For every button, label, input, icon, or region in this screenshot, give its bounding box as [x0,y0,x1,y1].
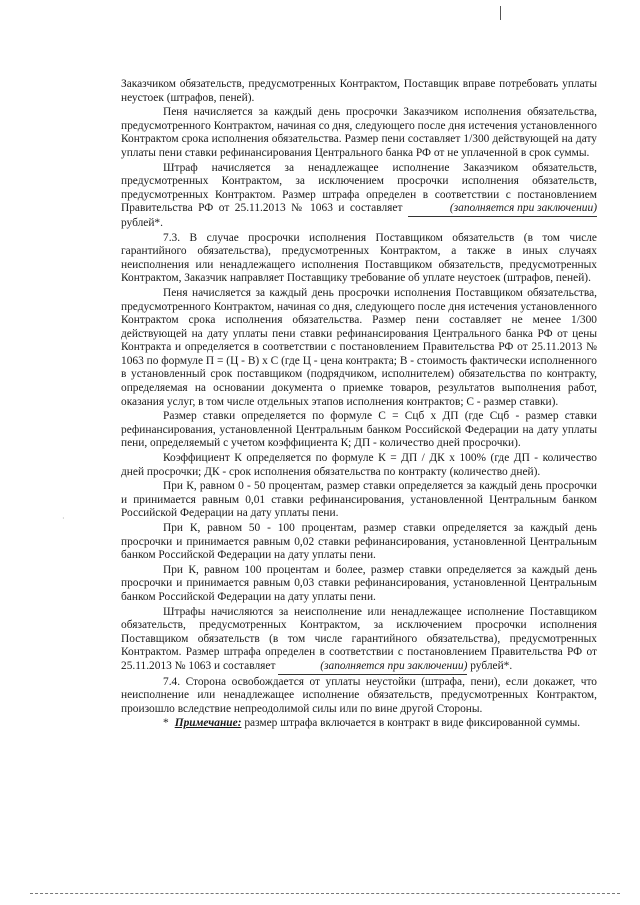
paragraph-continuation: Заказчиком обязательств, предусмотренных Контрактом, Поставщик вправе потребовать уплаты неустоек (штрафов, пеней). [121,78,597,104]
fill-in-field: (заполняется при заключении) [278,660,467,675]
footnote-label: Примечание: [174,717,242,730]
footnote-star: * [163,717,169,730]
contract-text [121,78,597,732]
paragraph-k-100: При К, равном 100 процентам и более, размер ставки определяется за каждый день просрочки и принимается равным 0,03 ставки рефинансирования, установленной Центральным банком Российской Федерации на дату уплаты пени. [121,563,597,603]
paragraph-supplier-penalty: Пеня начисляется за каждый день просрочки исполнения Поставщиком обязательства, предусмотренного Контрактом, начиная со дня, следующего после дня истечения установленного Контрактом срока исполнения обязательства. Размер пени составляет не менее 1/300 действующей на дату уплаты пени ставки рефинансирования Центрального банка РФ от цены Контракта и определяется в соответствии с постановлением Правительства РФ от 25.11.2013 № 1063 по формуле П = (Ц - В) х С (где Ц - цена контракта; В - стоимость фактически исполненного в установленный срок поставщиком (подрядчиком, исполнителем) обязательства по контракту, определяемая на основании документа о приемке товаров, результатов выполнения работ, оказания услуг, в том числе отдельных этапов исполнения контрактов; С - размер ставки). [121,286,597,408]
formula-ccb: Сцб [489,410,510,423]
paragraph-customer-penalty: Пеня начисляется за каждый день просрочки Заказчиком исполнения обязательства, предусмотренного Контрактом, начиная со дня, следующего после дня истечения установленного Контрактом срока исполнения обязательства. Размер пени составляет 1/300 действующей на дату уплаты пени ставки рефинансирования Центрального банка РФ от не уплаченной в срок суммы. [121,106,597,159]
paragraph-supplier-fine: Штрафы начисляются за неисполнение или ненадлежащее исполнение Поставщиком обязательств, предусмотренных Контрактом, за исключением просрочки исполнения Поставщиком обязательств (в том числе гарантийного обязательства), предусмотренных Контрактом. Размер штрафа определен в соответствии с постановлением Правительства РФ от 25.11.2013 № 1063 и составляет (заполняется при заключении) рублей*. [121,606,597,675]
paragraph-7-4: 7.4. Сторона освобождается от уплаты неустойки (штрафа, пени), если докажет, что неисполнение или ненадлежащее исполнение обязательств, предусмотренных Контрактом, произошло вследствие непреодолимой силы или по вине другой Стороны. [121,675,597,715]
paragraph-7-3: 7.3. В случае просрочки исполнения Поставщиком обязательств (в том числе гарантийного обязательства), предусмотренных Контрактом, а также в иных случаях неисполнения или ненадлежащего исполнения Поставщиком обязательств, предусмотренных Контрактом, Заказчик направляет Поставщику требование об уплате неустоек (штрафов, пеней). [121,231,597,285]
scan-mark [500,6,501,20]
paragraph-k-50-100: При К, равном 50 - 100 процентам, размер ставки определяется за каждый день просрочки и принимается равным 0,02 ставки рефинансирования, установленной Центральным банком Российской Федерации на дату уплаты пени. [121,522,597,562]
footnote-text: размер штрафа включается в контракт в виде фиксированной суммы. [241,717,581,730]
scan-dot: · [62,514,65,523]
paragraph-coefficient: Коэффициент К определяется по формуле К = ДП / ДК х 100% (где ДП - количество дней просрочки; ДК - срок исполнения обязательства по контракту (количество дней). [121,452,597,478]
scan-bottom-edge [30,893,620,895]
fill-in-field: (заполняется при заключении) [408,202,597,217]
footnote [121,717,597,731]
formula-rate: С = Сцб х ДП [378,410,459,423]
paragraph-k-0-50: При К, равном 0 - 50 процентам, размер ставки определяется за каждый день просрочки и принимается равным 0,01 ставки рефинансирования, установленной Центральным банком Российской Федерации на дату уплаты пени. [121,480,597,520]
paragraph-rate-formula: Размер ставки определяется по формуле С = Сцб х ДП (где Сцб - размер ставки рефинансирования, установленной Центральным банком Российской Федерации на дату уплаты пени, определяемый с учетом коэффициента К; ДП - количество дней просрочки). [121,410,597,450]
paragraph-customer-fine: Штраф начисляется за ненадлежащее исполнение Заказчиком обязательств, предусмотренных Контрактом, за исключением просрочки исполнения обязательств, предусмотренных Контрактом. Размер штрафа определен в соответствии с постановлением Правительства РФ от 25.11.2013 № 1063 и составляет (заполняется при заключении) рублей*. [121,161,597,229]
